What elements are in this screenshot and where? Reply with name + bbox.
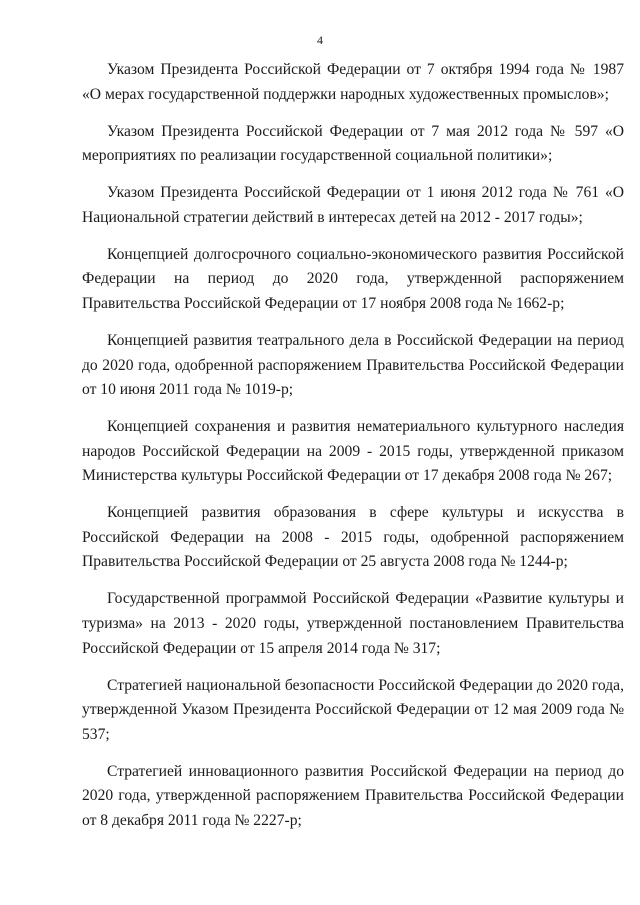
paragraph-state-program: Государственной программой Российской Федерации «Развитие культуры и туризма» на 2013 - 2020 годы, утвержденной постановлением Правительства Российской Федерации от 15 апреля 2014 года № 317; bbox=[82, 590, 624, 657]
paragraph-decree-1987: Указом Президента Российской Федерации от 7 октября 1994 года № 1987 «О мерах государственной поддержки народных художественных промыслов»; bbox=[82, 61, 624, 103]
paragraph-concept-theatre: Концепцией развития театрального дела в Российской Федерации на период до 2020 года, одобренной распоряжением Правительства Российской Федерации от 10 июня 2011 года № 1019-р; bbox=[82, 331, 624, 399]
paragraph-innovation-strategy: Стратегией инновационного развития Российской Федерации на период до 2020 года, утвержденной распоряжением Правительства Российской Федерации от 8 декабря 2011 года № 2227-р; bbox=[82, 762, 624, 829]
document-body bbox=[82, 58, 624, 846]
paragraph-decree-761: Указом Президента Российской Федерации от 1 июня 2012 года № 761 «О Национальной стратегии действий в интересах детей на 2012 - 2017 годы»; bbox=[82, 184, 624, 226]
paragraph-concept-heritage: Концепцией сохранения и развития нематериального культурного наследия народов Российской Федерации на 2009 - 2015 годы, утвержденной приказом Министерства культуры Российской Федерации от 17 декабря 2008 года № 267; bbox=[82, 418, 624, 485]
page-number: 4 bbox=[317, 33, 323, 47]
paragraph-security-strategy: Стратегией национальной безопасности Российской Федерации до 2020 года, утвержденной Указом Президента Российской Федерации от 12 мая 2009 года № 537; bbox=[82, 676, 624, 743]
paragraph-concept-education: Концепцией развития образования в сфере культуры и искусства в Российской Федерации на 2008 - 2015 годы, одобренной распоряжением Правительства Российской Федерации от 25 августа 2008 года № 1244-р; bbox=[82, 504, 624, 571]
paragraph-decree-597: Указом Президента Российской Федерации от 7 мая 2012 года № 597 «О мероприятиях по реализации государственной социальной политики»; bbox=[82, 122, 624, 165]
paragraph-concept-1662: Концепцией долгосрочного социально-экономического развития Российской Федерации на период до 2020 года, утвержденной распоряжением Правительства Российской Федерации от 17 ноября 2008 года № 1662-р; bbox=[82, 245, 624, 312]
